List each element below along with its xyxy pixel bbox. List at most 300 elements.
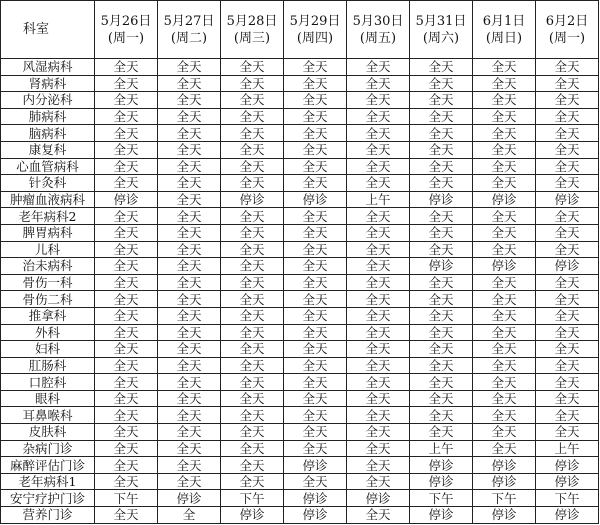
schedule-cell: 全天 bbox=[221, 175, 284, 192]
schedule-cell: 全天 bbox=[410, 75, 473, 92]
dept-cell: 肺病科 bbox=[1, 108, 95, 125]
schedule-cell: 下午 bbox=[221, 490, 284, 507]
schedule-cell: 全天 bbox=[158, 324, 221, 341]
date-label: 5月29日 bbox=[289, 13, 341, 29]
schedule-cell: 全天 bbox=[284, 175, 347, 192]
schedule-cell: 全天 bbox=[158, 158, 221, 175]
schedule-cell: 全天 bbox=[410, 108, 473, 125]
schedule-cell: 下午 bbox=[410, 490, 473, 507]
schedule-cell: 全天 bbox=[95, 141, 158, 158]
schedule-cell: 全天 bbox=[95, 374, 158, 391]
schedule-cell: 全天 bbox=[95, 258, 158, 275]
schedule-cell: 全天 bbox=[95, 291, 158, 308]
schedule-cell: 全天 bbox=[221, 473, 284, 490]
schedule-cell: 全天 bbox=[284, 241, 347, 258]
date-label: 5月30日 bbox=[352, 13, 404, 29]
schedule-cell: 全天 bbox=[95, 407, 158, 424]
schedule-cell: 全天 bbox=[473, 125, 536, 142]
weekday-label: (周一) bbox=[107, 30, 145, 46]
schedule-cell: 全天 bbox=[536, 241, 599, 258]
dept-cell: 妇科 bbox=[1, 341, 95, 358]
schedule-cell: 停诊 bbox=[221, 507, 284, 524]
schedule-cell: 全天 bbox=[95, 125, 158, 142]
schedule-cell: 全天 bbox=[347, 374, 410, 391]
schedule-cell: 全天 bbox=[158, 59, 221, 76]
schedule-cell: 全天 bbox=[473, 424, 536, 441]
schedule-cell: 全天 bbox=[95, 224, 158, 241]
schedule-cell: 全天 bbox=[95, 341, 158, 358]
schedule-cell: 全天 bbox=[410, 158, 473, 175]
schedule-cell: 全天 bbox=[473, 357, 536, 374]
dept-cell: 杂病门诊 bbox=[1, 440, 95, 457]
schedule-cell: 停诊 bbox=[221, 191, 284, 208]
schedule-cell: 全天 bbox=[221, 274, 284, 291]
schedule-cell: 全天 bbox=[347, 341, 410, 358]
schedule-cell: 停诊 bbox=[473, 258, 536, 275]
schedule-cell: 全天 bbox=[95, 424, 158, 441]
schedule-cell: 全天 bbox=[284, 357, 347, 374]
schedule-cell: 全天 bbox=[284, 473, 347, 490]
dept-cell: 骨伤一科 bbox=[1, 274, 95, 291]
schedule-cell: 停诊 bbox=[410, 473, 473, 490]
schedule-cell: 全天 bbox=[221, 241, 284, 258]
schedule-cell: 停诊 bbox=[284, 457, 347, 474]
schedule-cell: 全天 bbox=[536, 75, 599, 92]
schedule-cell: 停诊 bbox=[410, 258, 473, 275]
table-row bbox=[1, 324, 599, 341]
table-row bbox=[1, 490, 599, 507]
schedule-cell: 全天 bbox=[473, 175, 536, 192]
schedule-cell: 全天 bbox=[284, 125, 347, 142]
schedule-cell: 下午 bbox=[536, 490, 599, 507]
schedule-cell: 上午 bbox=[347, 191, 410, 208]
schedule-cell: 全天 bbox=[95, 59, 158, 76]
dept-cell: 康复科 bbox=[1, 141, 95, 158]
table-row bbox=[1, 258, 599, 275]
schedule-cell: 全天 bbox=[536, 59, 599, 76]
schedule-cell: 全天 bbox=[410, 59, 473, 76]
table-row bbox=[1, 374, 599, 391]
schedule-cell: 全天 bbox=[95, 507, 158, 524]
schedule-cell: 全天 bbox=[221, 407, 284, 424]
weekday-label: (周日) bbox=[485, 30, 523, 46]
weekday-label: (周六) bbox=[422, 30, 460, 46]
dept-cell: 营养门诊 bbox=[1, 507, 95, 524]
schedule-cell: 停诊 bbox=[284, 507, 347, 524]
weekday-label: (周五) bbox=[359, 30, 397, 46]
table-row bbox=[1, 224, 599, 241]
schedule-cell: 全天 bbox=[284, 307, 347, 324]
schedule-cell: 全天 bbox=[536, 108, 599, 125]
schedule-cell: 全天 bbox=[347, 473, 410, 490]
weekday-label: (周二) bbox=[170, 30, 208, 46]
schedule-cell: 全天 bbox=[536, 341, 599, 358]
schedule-cell: 全天 bbox=[95, 175, 158, 192]
schedule-cell: 全天 bbox=[95, 390, 158, 407]
schedule-cell: 全天 bbox=[536, 92, 599, 109]
schedule-cell: 全天 bbox=[221, 141, 284, 158]
dept-cell: 皮肤科 bbox=[1, 424, 95, 441]
schedule-cell: 下午 bbox=[95, 490, 158, 507]
schedule-cell: 全天 bbox=[347, 125, 410, 142]
table-row bbox=[1, 424, 599, 441]
table-row bbox=[1, 208, 599, 225]
schedule-cell: 全天 bbox=[95, 307, 158, 324]
schedule-cell: 全天 bbox=[347, 274, 410, 291]
schedule-cell: 全天 bbox=[221, 59, 284, 76]
schedule-cell: 停诊 bbox=[473, 191, 536, 208]
schedule-cell: 停诊 bbox=[410, 191, 473, 208]
schedule-cell: 全天 bbox=[410, 125, 473, 142]
schedule-cell: 停诊 bbox=[284, 490, 347, 507]
schedule-cell: 全天 bbox=[221, 390, 284, 407]
table-row bbox=[1, 291, 599, 308]
schedule-cell: 全天 bbox=[158, 424, 221, 441]
dept-cell: 内分泌科 bbox=[1, 92, 95, 109]
schedule-cell: 全天 bbox=[410, 390, 473, 407]
date-column-header bbox=[95, 1, 158, 59]
schedule-cell: 停诊 bbox=[410, 507, 473, 524]
schedule-cell: 全天 bbox=[473, 141, 536, 158]
dept-cell: 治未病科 bbox=[1, 258, 95, 275]
schedule-cell: 全天 bbox=[410, 291, 473, 308]
table-row bbox=[1, 341, 599, 358]
dept-cell: 麻醉评估门诊 bbox=[1, 457, 95, 474]
table-body bbox=[1, 59, 599, 524]
schedule-cell: 全天 bbox=[221, 92, 284, 109]
schedule-cell: 全天 bbox=[473, 440, 536, 457]
schedule-cell: 全天 bbox=[410, 274, 473, 291]
date-label: 5月26日 bbox=[100, 13, 152, 29]
schedule-cell: 停诊 bbox=[536, 258, 599, 275]
schedule-cell: 全天 bbox=[347, 357, 410, 374]
schedule-cell: 全天 bbox=[536, 390, 599, 407]
table-row bbox=[1, 440, 599, 457]
date-label: 6月1日 bbox=[482, 13, 526, 29]
schedule-cell: 全天 bbox=[158, 341, 221, 358]
schedule-cell: 全天 bbox=[536, 208, 599, 225]
dept-cell: 肛肠科 bbox=[1, 357, 95, 374]
schedule-cell: 全天 bbox=[410, 424, 473, 441]
schedule-cell: 全天 bbox=[473, 341, 536, 358]
schedule-cell: 全天 bbox=[347, 59, 410, 76]
schedule-cell: 全天 bbox=[158, 307, 221, 324]
schedule-cell: 全天 bbox=[410, 175, 473, 192]
schedule-cell: 全天 bbox=[473, 158, 536, 175]
schedule-cell: 全天 bbox=[158, 108, 221, 125]
weekday-label: (周四) bbox=[296, 30, 334, 46]
schedule-cell: 全天 bbox=[536, 357, 599, 374]
schedule-cell: 全天 bbox=[410, 307, 473, 324]
schedule-cell: 全天 bbox=[473, 208, 536, 225]
schedule-cell: 全天 bbox=[347, 108, 410, 125]
schedule-cell: 全天 bbox=[347, 407, 410, 424]
schedule-cell: 停诊 bbox=[158, 490, 221, 507]
schedule-cell: 全天 bbox=[410, 208, 473, 225]
schedule-cell: 全天 bbox=[536, 274, 599, 291]
table-row bbox=[1, 59, 599, 76]
schedule-cell: 全天 bbox=[158, 274, 221, 291]
schedule-cell: 全天 bbox=[158, 125, 221, 142]
schedule-cell: 全天 bbox=[410, 92, 473, 109]
schedule-cell: 全天 bbox=[221, 324, 284, 341]
schedule-cell: 全天 bbox=[95, 75, 158, 92]
schedule-cell: 停诊 bbox=[473, 473, 536, 490]
schedule-cell: 全天 bbox=[536, 424, 599, 441]
schedule-cell: 全天 bbox=[158, 374, 221, 391]
schedule-cell: 全天 bbox=[95, 440, 158, 457]
schedule-cell: 全天 bbox=[536, 324, 599, 341]
schedule-cell: 全天 bbox=[221, 258, 284, 275]
schedule-cell: 全天 bbox=[410, 341, 473, 358]
dept-cell: 口腔科 bbox=[1, 374, 95, 391]
table-row bbox=[1, 390, 599, 407]
schedule-cell: 全天 bbox=[347, 440, 410, 457]
table-row bbox=[1, 175, 599, 192]
schedule-cell: 全天 bbox=[473, 374, 536, 391]
schedule-cell: 全天 bbox=[347, 241, 410, 258]
schedule-cell: 全天 bbox=[221, 440, 284, 457]
schedule-cell: 全天 bbox=[284, 390, 347, 407]
schedule-cell: 全天 bbox=[536, 224, 599, 241]
table-row bbox=[1, 507, 599, 524]
schedule-cell: 全天 bbox=[284, 258, 347, 275]
schedule-cell: 全天 bbox=[158, 175, 221, 192]
schedule-cell: 全天 bbox=[284, 274, 347, 291]
date-column-header bbox=[347, 1, 410, 59]
date-label: 6月2日 bbox=[545, 13, 589, 29]
dept-cell: 风湿病科 bbox=[1, 59, 95, 76]
schedule-cell: 全天 bbox=[158, 224, 221, 241]
date-label: 5月27日 bbox=[163, 13, 215, 29]
dept-cell: 眼科 bbox=[1, 390, 95, 407]
table-row bbox=[1, 125, 599, 142]
table-row bbox=[1, 473, 599, 490]
date-column-header bbox=[536, 1, 599, 59]
schedule-cell: 全天 bbox=[284, 75, 347, 92]
schedule-cell: 全天 bbox=[284, 440, 347, 457]
schedule-cell: 全天 bbox=[473, 307, 536, 324]
schedule-cell: 停诊 bbox=[347, 490, 410, 507]
schedule-cell: 全天 bbox=[221, 224, 284, 241]
schedule-cell: 停诊 bbox=[95, 191, 158, 208]
schedule-cell: 全天 bbox=[410, 324, 473, 341]
schedule-cell: 全天 bbox=[473, 291, 536, 308]
schedule-cell: 全天 bbox=[347, 390, 410, 407]
schedule-cell: 全天 bbox=[158, 440, 221, 457]
table-row bbox=[1, 92, 599, 109]
schedule-cell: 全 bbox=[158, 507, 221, 524]
schedule-cell: 全天 bbox=[473, 75, 536, 92]
schedule-cell: 全天 bbox=[536, 307, 599, 324]
schedule-cell: 全天 bbox=[221, 424, 284, 441]
schedule-cell: 全天 bbox=[221, 291, 284, 308]
dept-cell: 儿科 bbox=[1, 241, 95, 258]
schedule-cell: 全天 bbox=[221, 307, 284, 324]
schedule-cell: 全天 bbox=[473, 324, 536, 341]
date-column-header bbox=[473, 1, 536, 59]
schedule-cell: 全天 bbox=[347, 208, 410, 225]
table-header bbox=[1, 1, 599, 59]
schedule-cell: 全天 bbox=[410, 141, 473, 158]
schedule-cell: 停诊 bbox=[473, 507, 536, 524]
schedule-cell: 全天 bbox=[536, 125, 599, 142]
schedule-cell: 全天 bbox=[221, 208, 284, 225]
schedule-cell: 全天 bbox=[221, 158, 284, 175]
schedule-cell: 停诊 bbox=[536, 457, 599, 474]
schedule-cell: 全天 bbox=[473, 59, 536, 76]
schedule-cell: 全天 bbox=[95, 241, 158, 258]
schedule-cell: 全天 bbox=[158, 291, 221, 308]
table-row bbox=[1, 241, 599, 258]
schedule-cell: 全天 bbox=[473, 274, 536, 291]
schedule-cell: 全天 bbox=[221, 75, 284, 92]
schedule-cell: 全天 bbox=[158, 357, 221, 374]
schedule-cell: 全天 bbox=[473, 407, 536, 424]
schedule-cell: 全天 bbox=[221, 357, 284, 374]
schedule-cell: 全天 bbox=[284, 108, 347, 125]
schedule-cell: 全天 bbox=[284, 158, 347, 175]
schedule-cell: 全天 bbox=[284, 208, 347, 225]
schedule-cell: 全天 bbox=[95, 324, 158, 341]
schedule-cell: 全天 bbox=[536, 407, 599, 424]
schedule-cell: 全天 bbox=[158, 75, 221, 92]
schedule-cell: 全天 bbox=[410, 374, 473, 391]
header-row bbox=[1, 1, 599, 59]
schedule-cell: 全天 bbox=[347, 307, 410, 324]
schedule-cell: 停诊 bbox=[473, 457, 536, 474]
schedule-cell: 停诊 bbox=[284, 191, 347, 208]
schedule-cell: 全天 bbox=[95, 208, 158, 225]
dept-cell: 脾胃病科 bbox=[1, 224, 95, 241]
schedule-cell: 全天 bbox=[284, 224, 347, 241]
table-row bbox=[1, 307, 599, 324]
schedule-cell: 全天 bbox=[158, 473, 221, 490]
schedule-cell: 全天 bbox=[158, 141, 221, 158]
dept-cell: 肾病科 bbox=[1, 75, 95, 92]
schedule-cell: 全天 bbox=[410, 241, 473, 258]
schedule-cell: 全天 bbox=[95, 357, 158, 374]
schedule-cell: 全天 bbox=[347, 175, 410, 192]
schedule-cell: 全天 bbox=[347, 424, 410, 441]
schedule-cell: 下午 bbox=[473, 490, 536, 507]
schedule-cell: 全天 bbox=[95, 473, 158, 490]
schedule-cell: 全天 bbox=[347, 324, 410, 341]
date-column-header bbox=[410, 1, 473, 59]
schedule-cell: 全天 bbox=[284, 324, 347, 341]
schedule-cell: 全天 bbox=[221, 457, 284, 474]
schedule-cell: 全天 bbox=[347, 457, 410, 474]
schedule-cell: 全天 bbox=[347, 141, 410, 158]
schedule-cell: 全天 bbox=[158, 407, 221, 424]
date-label: 5月31日 bbox=[415, 13, 467, 29]
schedule-cell: 全天 bbox=[284, 141, 347, 158]
date-column-header bbox=[221, 1, 284, 59]
table-row bbox=[1, 141, 599, 158]
schedule-cell: 全天 bbox=[95, 274, 158, 291]
table-row bbox=[1, 158, 599, 175]
schedule-cell: 全天 bbox=[347, 75, 410, 92]
dept-cell: 老年病科1 bbox=[1, 473, 95, 490]
schedule-cell: 上午 bbox=[410, 440, 473, 457]
dept-column-header: 科室 bbox=[1, 1, 95, 59]
schedule-cell: 全天 bbox=[347, 507, 410, 524]
schedule-cell: 全天 bbox=[221, 341, 284, 358]
schedule-cell: 全天 bbox=[284, 92, 347, 109]
schedule-cell: 全天 bbox=[221, 125, 284, 142]
schedule-cell: 全天 bbox=[158, 390, 221, 407]
schedule-cell: 全天 bbox=[95, 457, 158, 474]
schedule-cell: 停诊 bbox=[536, 507, 599, 524]
schedule-cell: 全天 bbox=[410, 407, 473, 424]
schedule-cell: 全天 bbox=[284, 291, 347, 308]
schedule-cell: 全天 bbox=[284, 341, 347, 358]
schedule-cell: 全天 bbox=[158, 241, 221, 258]
schedule-cell: 全天 bbox=[536, 291, 599, 308]
date-label: 5月28日 bbox=[226, 13, 278, 29]
schedule-cell: 全天 bbox=[473, 108, 536, 125]
schedule-cell: 全天 bbox=[473, 390, 536, 407]
schedule-cell: 全天 bbox=[347, 291, 410, 308]
dept-cell: 针灸科 bbox=[1, 175, 95, 192]
schedule-cell: 全天 bbox=[221, 374, 284, 391]
table-row bbox=[1, 191, 599, 208]
schedule-cell: 全天 bbox=[95, 92, 158, 109]
schedule-cell: 停诊 bbox=[410, 457, 473, 474]
schedule-cell: 全天 bbox=[221, 108, 284, 125]
table-row bbox=[1, 75, 599, 92]
schedule-cell: 全天 bbox=[347, 224, 410, 241]
schedule-cell: 全天 bbox=[536, 374, 599, 391]
schedule-cell: 全天 bbox=[158, 92, 221, 109]
schedule-cell: 全天 bbox=[410, 357, 473, 374]
schedule-cell: 全天 bbox=[284, 407, 347, 424]
table-row bbox=[1, 457, 599, 474]
schedule-cell: 全天 bbox=[158, 191, 221, 208]
schedule-cell: 全天 bbox=[284, 374, 347, 391]
dept-cell: 脑病科 bbox=[1, 125, 95, 142]
schedule-cell: 全天 bbox=[95, 158, 158, 175]
schedule-cell: 全天 bbox=[536, 175, 599, 192]
schedule-cell: 全天 bbox=[347, 158, 410, 175]
schedule-cell: 全天 bbox=[473, 241, 536, 258]
dept-cell: 安宁疗护门诊 bbox=[1, 490, 95, 507]
schedule-cell: 上午 bbox=[536, 440, 599, 457]
schedule-cell: 停诊 bbox=[536, 473, 599, 490]
dept-cell: 外科 bbox=[1, 324, 95, 341]
schedule-cell: 全天 bbox=[536, 141, 599, 158]
schedule-cell: 全天 bbox=[536, 158, 599, 175]
dept-cell: 肿瘤血液病科 bbox=[1, 191, 95, 208]
date-column-header bbox=[284, 1, 347, 59]
table-row bbox=[1, 407, 599, 424]
table-row bbox=[1, 274, 599, 291]
dept-cell: 骨伤二科 bbox=[1, 291, 95, 308]
schedule-cell: 全天 bbox=[473, 224, 536, 241]
schedule-cell: 全天 bbox=[158, 457, 221, 474]
weekday-label: (周三) bbox=[233, 30, 271, 46]
dept-cell: 心血管病科 bbox=[1, 158, 95, 175]
schedule-cell: 全天 bbox=[158, 208, 221, 225]
schedule-cell: 全天 bbox=[95, 108, 158, 125]
dept-cell: 老年病科2 bbox=[1, 208, 95, 225]
schedule-cell: 全天 bbox=[347, 258, 410, 275]
schedule-cell: 全天 bbox=[284, 424, 347, 441]
table-row bbox=[1, 108, 599, 125]
weekday-label: (周一) bbox=[548, 30, 586, 46]
dept-cell: 推拿科 bbox=[1, 307, 95, 324]
dept-cell: 耳鼻喉科 bbox=[1, 407, 95, 424]
